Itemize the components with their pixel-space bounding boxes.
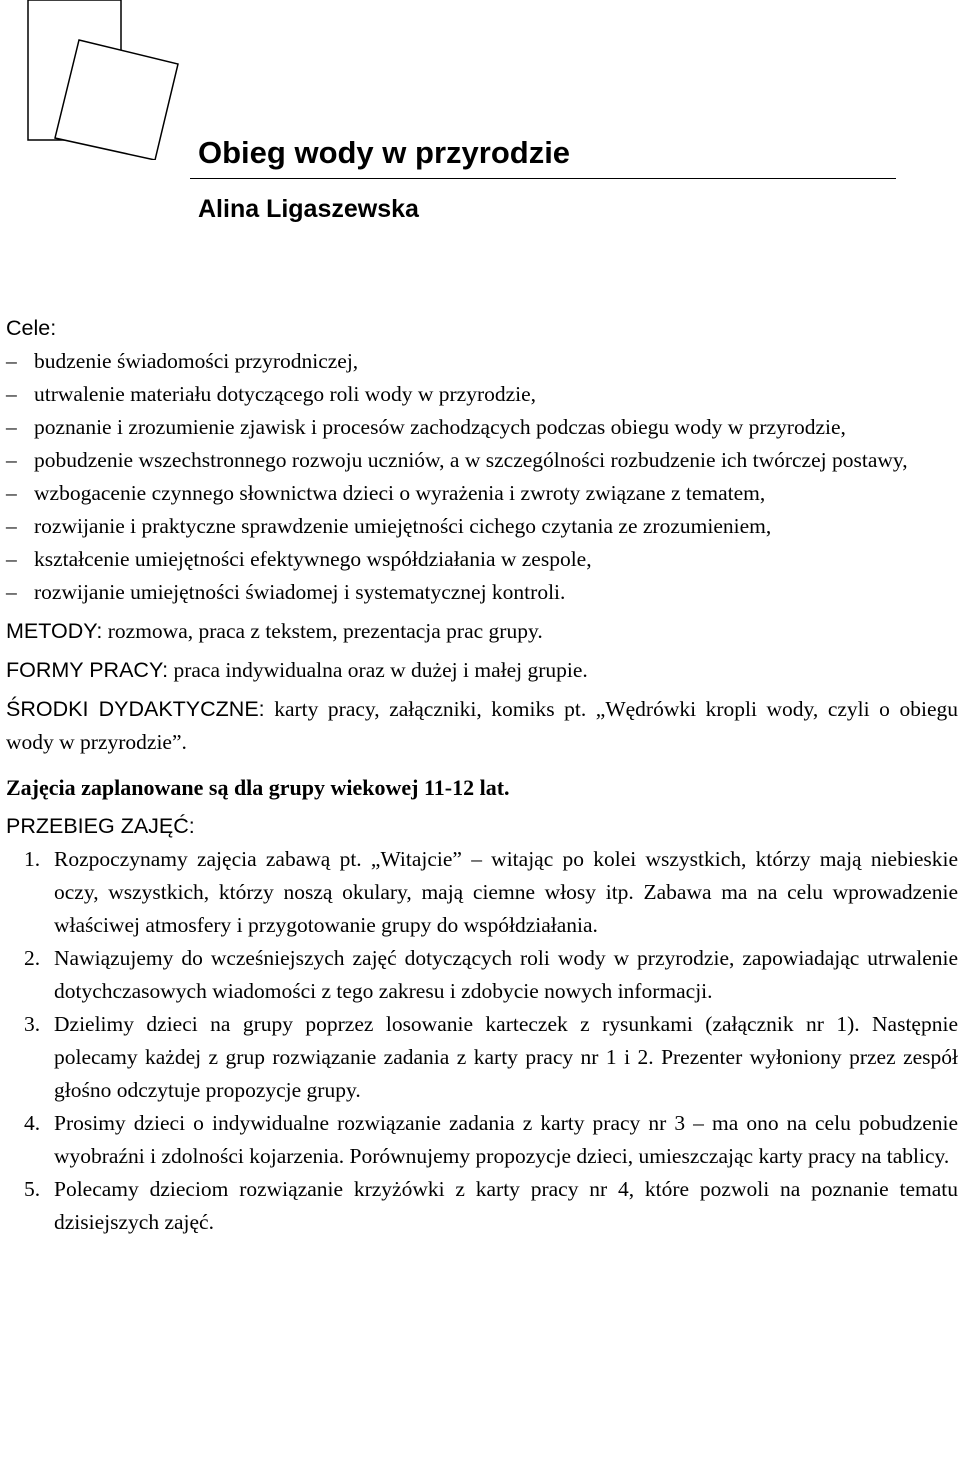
goal-item: – rozwijanie i praktyczne sprawdzenie umiejętności cichego czytania ze zrozumieniem,: [6, 510, 958, 543]
resources-text: karty pracy, załączniki, komiks pt. „Wędrówki kropli wody, czyli o obiegu wody w przyrodzie”.: [6, 697, 958, 754]
step-number: 4.: [24, 1111, 41, 1135]
goal-item: – budzenie świadomości przyrodniczej,: [6, 345, 958, 378]
goals-list: [6, 345, 958, 609]
methods-text: rozmowa, praca z tekstem, prezentacja prac grupy.: [102, 619, 543, 643]
goal-item: – kształcenie umiejętności efektywnego współdziałania w zespole,: [6, 543, 958, 576]
goal-item: – poznanie i zrozumienie zjawisk i procesów zachodzących podczas obiegu wody w przyrodzie,: [6, 411, 958, 444]
procedure-step: [6, 1107, 958, 1173]
step-text: Dzielimy dzieci na grupy poprzez losowanie karteczek z rysunkami (załącznik nr 1). Następnie polecamy każdej z grup rozwiązanie zadania z karty pracy nr 1 i 2. Prezenter wyłoniony przez zespół głośno odczytuje propozycje grupy.: [54, 1012, 958, 1102]
step-number: 3.: [24, 1012, 41, 1036]
document-title: Obieg wody w przyrodzie: [198, 135, 571, 170]
title-divider: [190, 178, 896, 179]
resources-label: ŚRODKI DYDAKTYCZNE:: [6, 697, 265, 721]
step-text: Polecamy dzieciom rozwiązanie krzyżówki z karty pracy nr 4, które pozwoli na poznanie tematu dzisiejszych zajęć.: [54, 1177, 958, 1234]
step-number: 1.: [24, 847, 41, 871]
forms-label: FORMY PRACY:: [6, 658, 169, 682]
author-name: Alina Ligaszewska: [198, 195, 419, 223]
goal-item: – wzbogacenie czynnego słownictwa dzieci o wyrażenia i zwroty związane z tematem,: [6, 477, 958, 510]
goal-item: – utrwalenie materiału dotyczącego roli wody w przyrodzie,: [6, 378, 958, 411]
step-number: 5.: [24, 1177, 41, 1201]
forms-line: [6, 654, 958, 687]
procedure-step: [6, 1008, 958, 1107]
procedure-step: [6, 1173, 958, 1239]
goal-item: – pobudzenie wszechstronnego rozwoju uczniów, a w szczególności rozbudzenie ich twórczej postawy,: [6, 444, 958, 477]
document-header: [190, 128, 896, 231]
resources-line: [6, 693, 958, 759]
methods-line: [6, 615, 958, 648]
step-number: 2.: [24, 946, 41, 970]
goals-label: Cele:: [6, 316, 57, 340]
procedure-step: [6, 843, 958, 942]
forms-text: praca indywidualna oraz w dużej i małej grupie.: [168, 658, 588, 682]
procedure-label: PRZEBIEG ZAJĘĆ:: [6, 814, 195, 838]
pages-logo-icon: [0, 0, 190, 160]
step-text: Rozpoczynamy zajęcia zabawą pt. „Witajcie” – witając po kolei wszystkich, którzy mają niebieskie oczy, wszystkich, którzy noszą okulary, mają ciemne włosy itp. Zabawa ma na celu wprowadzenie właściwej atmosfery i przygotowanie grupy do współdziałania.: [54, 847, 958, 937]
audience-note: Zajęcia zaplanowane są dla grupy wiekowej 11-12 lat.: [6, 775, 510, 800]
goal-item: – rozwijanie umiejętności świadomej i systematycznej kontroli.: [6, 576, 958, 609]
document-body: [6, 312, 958, 1239]
procedure-step: [6, 942, 958, 1008]
step-text: Nawiązujemy do wcześniejszych zajęć dotyczących roli wody w przyrodzie, zapowiadając utrwalenie dotychczasowych wiadomości z tego zakresu i zdobycie nowych informacji.: [54, 946, 958, 1003]
methods-label: METODY:: [6, 619, 103, 643]
step-text: Prosimy dzieci o indywidualne rozwiązanie zadania z karty pracy nr 3 – ma ono na celu pobudzenie wyobraźni i zdolności kojarzenia. Porównujemy propozycje dzieci, umieszczając karty pracy na tablicy.: [54, 1111, 958, 1168]
procedure-steps: [6, 843, 958, 1239]
